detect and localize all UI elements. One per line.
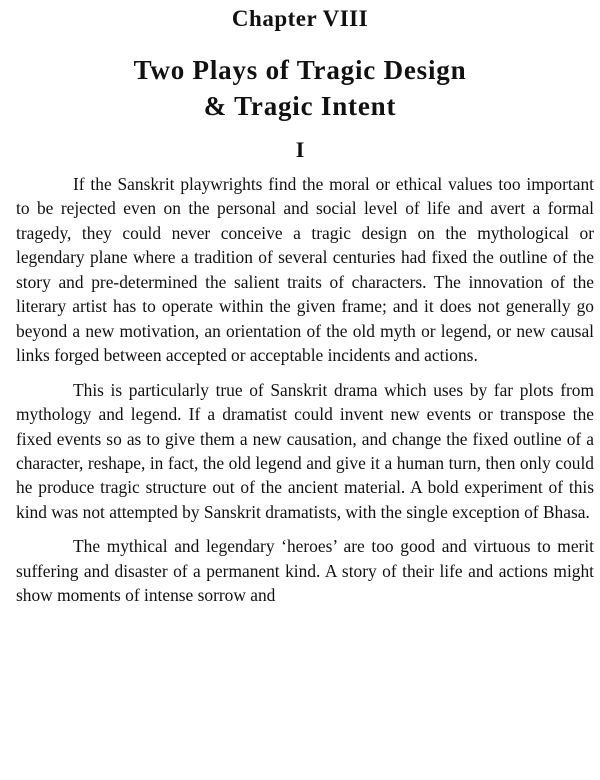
- chapter-title: [0, 52, 600, 124]
- chapter-label: Chapter VIII: [231, 6, 369, 31]
- section-number: I: [295, 137, 305, 162]
- paragraph-2: This is particularly true of Sanskrit drama which uses by far plots from mythology and legend. If a dramatist could invent new events or transpose the fixed events so as to give them a new causation, and change the fixed outline of a character, reshape, in fact, the old legend and give it a human turn, then only could he produce tragic structure out of the ancient material. A bold experiment of this kind was not attempted by Sanskrit dramatists, with the single exception of Bhasa.: [16, 379, 594, 522]
- chapter-title-line-1: Two Plays of Tragic Design: [133, 55, 467, 85]
- paragraph-3: The mythical and legendary ‘heroes’ are too good and virtuous to merit suffering and disaster of a permanent kind. A story of their life and actions might show moments of intense sorrow and: [16, 536, 594, 606]
- body-text: [16, 172, 594, 608]
- paragraph-1: If the Sanskrit playwrights find the moral or ethical values too important to be rejected even on the personal and social level of life and avert a formal tragedy, they could never conceive a tragic design on the mythological or legendary plane where a tradition of several centuries had fixed the outline of the story and pre-determined the salient traits of characters. The innovation of the literary artist has to operate within the given frame; and it does not generally go beyond a new motivation, an orientation of the old myth or legend, or new causal links forged between accepted or acceptable incidents and actions.: [16, 174, 594, 366]
- chapter-title-line-2: & Tragic Intent: [203, 91, 397, 121]
